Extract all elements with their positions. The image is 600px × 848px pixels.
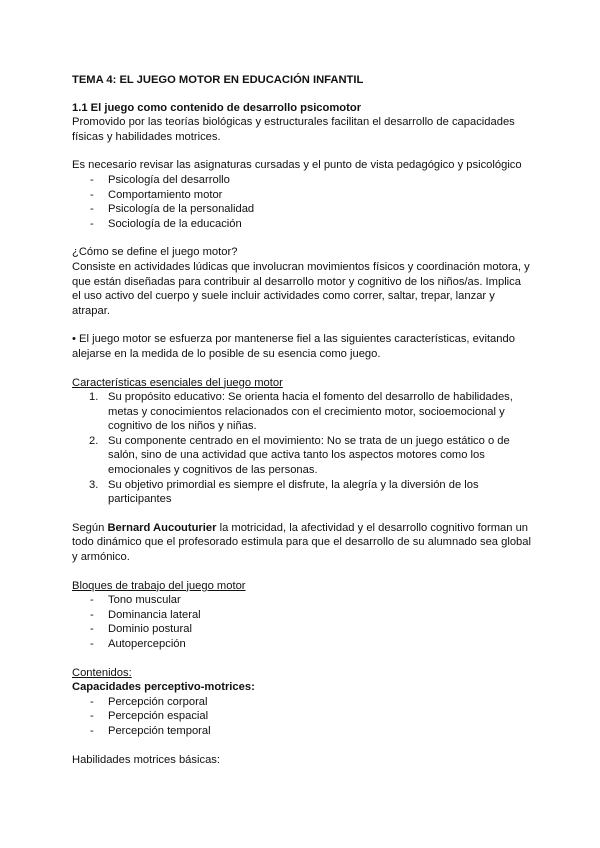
aucouturier-before: Según [72,521,108,534]
list-number: 1. [89,391,99,404]
aucouturier-after: la motricidad, la afectividad y el desarrollo cognitivo forman un todo dinámico que el profesorado estimula para que el desarrollo de su alumnado sea global y armónico. [72,521,531,564]
list-item: - Psicología del desarrollo [72,173,532,188]
list-item: - Comportamiento motor [72,188,532,203]
aucouturier-paragraph [72,521,532,565]
list-item: - Percepción corporal [72,695,532,710]
contenidos-heading: Contenidos: [72,666,132,679]
revisar-text: Es necesario revisar las asignaturas cursadas y el punto de vista pedagógico y psicológico [72,159,522,172]
section-intro: Promovido por las teorías biológicas y estructurales facilitan el desarrollo de capacidades físicas y habilidades motrices. [72,116,515,143]
list-item [72,478,532,507]
list-text: Su componente centrado en el movimiento: No se trata de un juego estático o de salón, sino de una actividad que activa tanto los aspectos motores como los emocionales y cognitivos de las personas. [108,434,510,477]
list-item: - Tono muscular [72,593,532,608]
list-item: - Percepción espacial [72,709,532,724]
list-item [72,390,532,434]
caracteristicas-list [72,390,532,507]
list-text: Su objetivo primordial es siempre el disfrute, la alegría y la diversión de los participantes [108,478,479,506]
list-item [72,434,532,478]
bloques-heading: Bloques de trabajo del juego motor [72,579,246,592]
list-item: - Psicología de la personalidad [72,202,532,217]
list-item: - Autopercepción [72,637,532,652]
aucouturier-name: Bernard Aucouturier [107,521,217,534]
list-number: 2. [89,434,99,447]
list-item: - Sociología de la educación [72,217,532,232]
definicion-answer: Consiste en actividades lúdicas que involucran movimientos físicos y coordinación motora, y que están diseñadas para contribuir al desarrollo motor y cognitivo de los niños/as. Implica el uso activo del cuerpo y suele incluir actividades como correr, saltar, trepar, lanzar y atrapar. [72,260,530,317]
definicion-question: ¿Cómo se define el juego motor? [72,246,238,259]
caracteristicas-heading: Características esenciales del juego motor [72,376,283,389]
list-number: 3. [89,478,99,491]
list-item: - Percepción temporal [72,724,532,739]
bloques-list [72,593,532,651]
revisar-list [72,173,532,231]
list-text: Su propósito educativo: Se orienta hacia el fomento del desarrollo de habilidades, metas y conocimientos relacionados con el crecimiento motor, socioemocional y cognitivo de los niños y niñas. [108,391,513,433]
habilidades-heading: Habilidades motrices básicas: [72,753,220,766]
list-item: - Dominio postural [72,622,532,637]
contenidos-subheading: Capacidades perceptivo-motrices: [72,681,255,694]
section-heading: 1.1 El juego como contenido de desarrollo psicomotor [72,101,362,114]
document-title: TEMA 4: EL JUEGO MOTOR EN EDUCACIÓN INFANTIL [72,74,364,86]
list-item: - Dominancia lateral [72,608,532,623]
bullet-note: • El juego motor se esfuerza por mantenerse fiel a las siguientes características, evitando alejarse en la medida de lo posible de su esencia como juego. [72,333,515,360]
document-body [72,73,532,767]
contenidos-list [72,695,532,739]
